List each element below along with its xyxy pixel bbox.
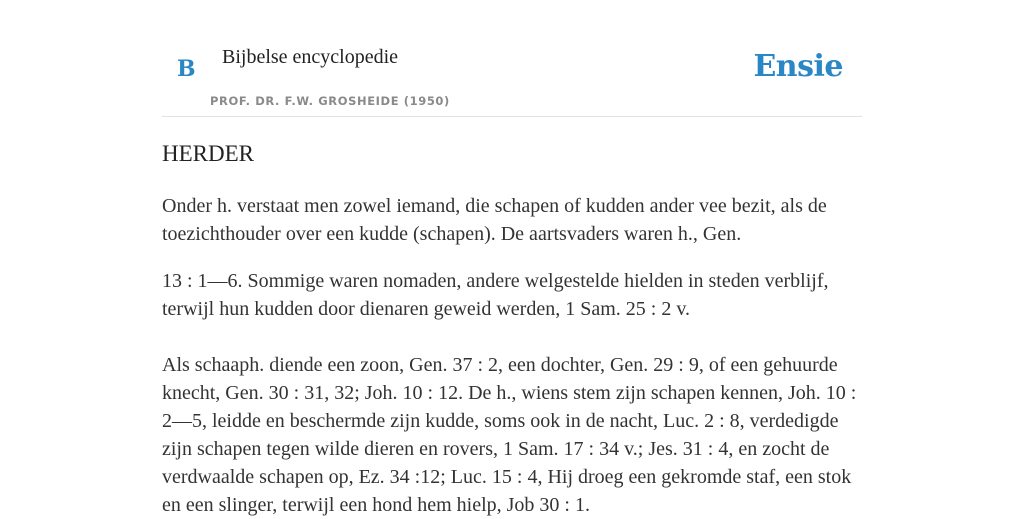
encyclopedia-author: PROF. DR. F.W. GROSHEIDE (1950) [210,94,450,108]
entry-title: HERDER [162,141,254,166]
source-header [162,0,862,117]
encyclopedia-title-link[interactable]: Bijbelse encyclopedie [222,46,399,68]
ensie-brand-logo[interactable]: Ensie [753,49,843,84]
entry-paragraph-3: Als schaaph. diende een zoon, Gen. 37 : 2, een dochter, Gen. 29 : 9, of een gehuurde knecht, Gen. 30 : 31, 32; Joh. 10 : 12. De h., wiens stem zijn schapen kennen, Joh. 10 : 2—5, leidde en beschermde zijn kudde, soms ook in de nacht, Luc. 2 : 8, verdedigde zijn schapen tegen wilde dieren en rovers, 1 Sam. 17 : 34 v.; Jes. 31 : 4, en zocht de verdwaalde schapen op, Ez. 34 :12; Luc. 15 : 4, Hij droeg een gekromde staf, een stok en een slinger, terwijl een hond hem hielp, Job 30 : 1. [162,354,857,516]
article-page [162,0,862,516]
entry-paragraph-2: 13 : 1—6. Sommige waren nomaden, andere welgestelde hielden in steden verblijf, terwijl hun kudden door dienaren geweid werden, 1 Sam. 25 : 2 v. [162,270,829,320]
encyclopedia-logo-icon[interactable]: B [177,56,196,82]
entry-paragraph-1: Onder h. verstaat men zowel iemand, die schapen of kudden ander vee bezit, als de toezichthouder over een kudde (schapen). De aartsvaders waren h., Gen. [162,195,827,245]
